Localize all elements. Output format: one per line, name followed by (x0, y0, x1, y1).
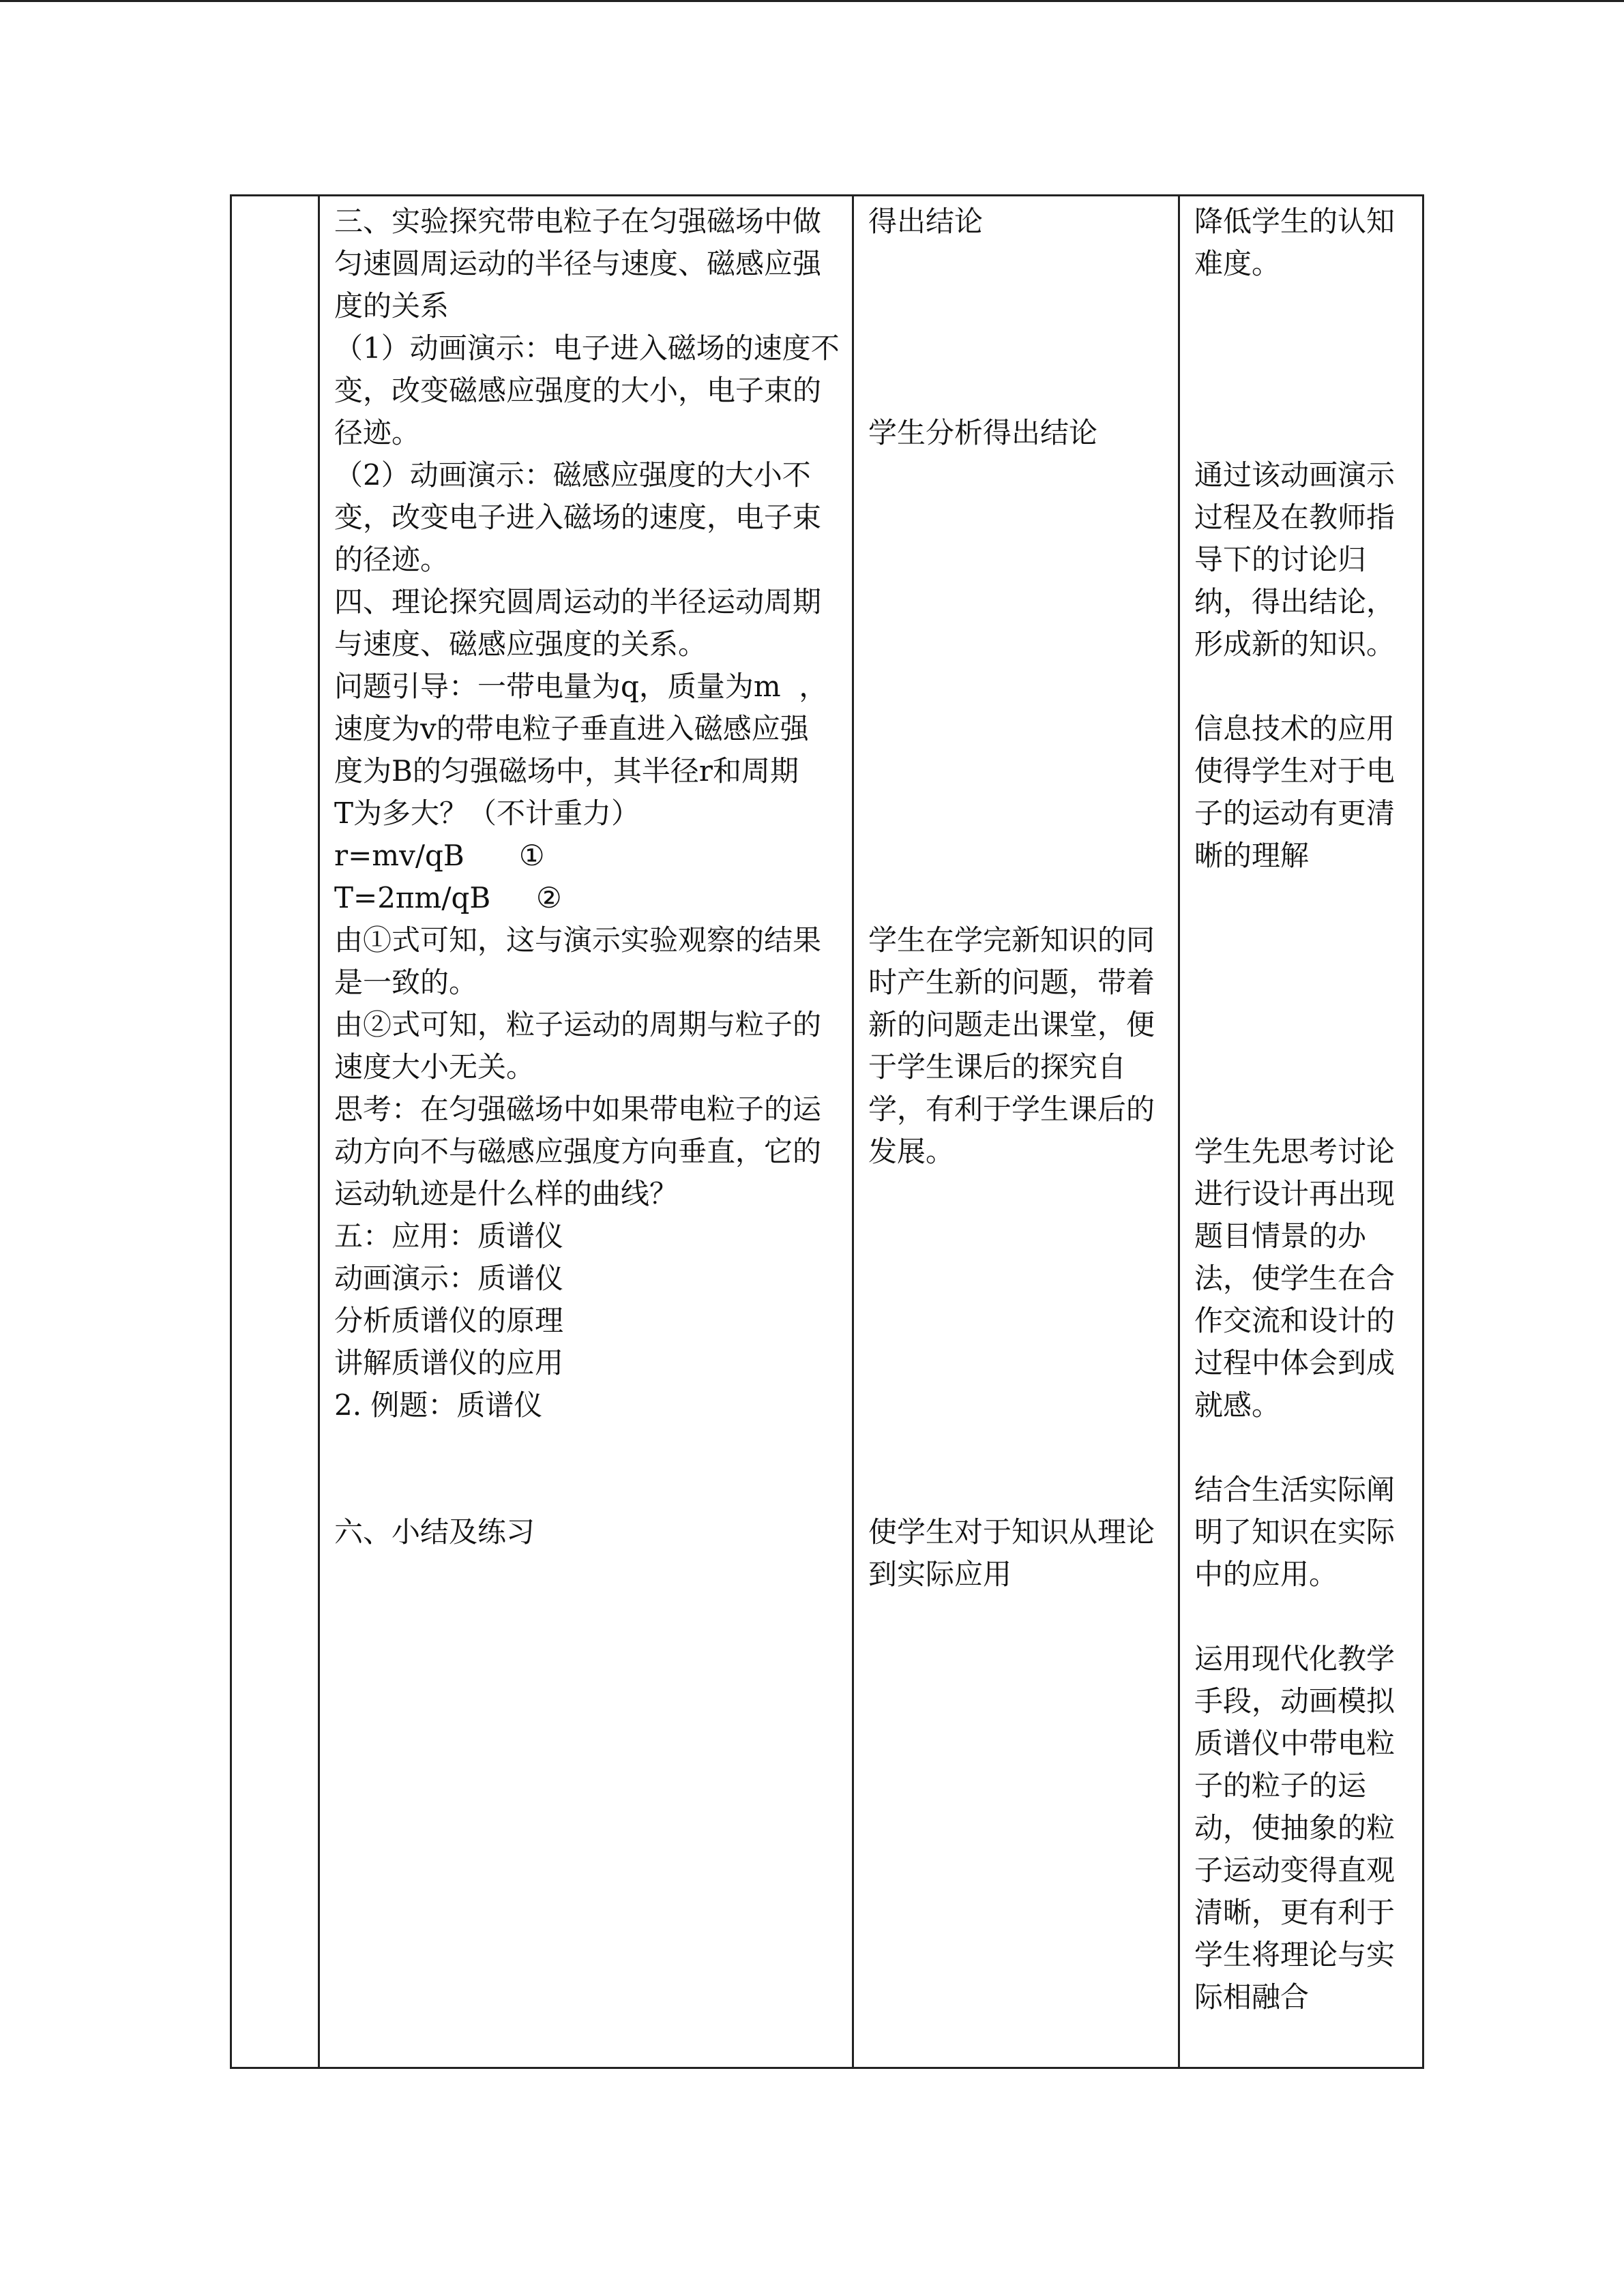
design-intent-line: 动，使抽象的粒 (1194, 1811, 1396, 1845)
design-intent-line: 过程中体会到成 (1194, 1346, 1396, 1380)
student-activity-line (868, 666, 1155, 708)
design-intent-line (1194, 1046, 1395, 1088)
design-intent-line: 纳，得出结论， (1194, 585, 1396, 618)
student-activity-line (868, 285, 1155, 327)
student-activity-line: 使学生对于知识从理论 (868, 1515, 1155, 1549)
design-intent-line: 作交流和设计的 (1194, 1304, 1396, 1337)
table-column-divider-3 (1178, 194, 1180, 2069)
student-activity-line (868, 1173, 1155, 1215)
content-line: 动画演示：质谱仪 (334, 1262, 564, 1295)
student-activity-line (868, 1215, 1155, 1257)
content-line: 动方向不与磁感应强度方向垂直，它的 (334, 1135, 822, 1168)
design-intent-line: 结合生活实际阐 (1194, 1473, 1396, 1506)
student-activity-line: 学，有利于学生课后的 (868, 1092, 1155, 1126)
student-activity-line: 得出结论 (868, 205, 984, 238)
content-line: 变，改变电子进入磁场的速度，电子束 (334, 501, 822, 534)
student-activity-line (868, 539, 1155, 581)
page-top-border (0, 0, 1624, 2)
content-line: 匀速圆周运动的半径与速度、磁感应强 (334, 247, 822, 280)
design-intent-line (1194, 1088, 1395, 1131)
design-intent-line: 题目情景的办 (1194, 1219, 1367, 1253)
design-intent-line (1194, 666, 1395, 708)
student-activity-line: 于学生课后的探究自 (868, 1050, 1127, 1084)
design-intent-line (1194, 285, 1395, 327)
student-activity-line (868, 454, 1155, 496)
content-line: 是一致的。 (334, 966, 478, 999)
content-line: 速度为v的带电粒子垂直进入磁感应强 (334, 712, 809, 745)
table-column-divider-2 (852, 194, 854, 2069)
student-activity-line: 学生分析得出结论 (868, 416, 1098, 449)
student-activity-line: 新的问题走出课堂，便 (868, 1008, 1155, 1041)
design-intent-line (1194, 877, 1395, 919)
design-intent-line (1194, 919, 1395, 961)
design-intent-line (1194, 961, 1395, 1004)
student-activity-line (868, 1257, 1155, 1300)
teaching-content-column (334, 200, 840, 1553)
content-line: 变，改变磁感应强度的大小，电子束的 (334, 374, 822, 407)
design-intent-line: 中的应用。 (1194, 1557, 1338, 1591)
design-intent-line: 导下的讨论归 (1194, 543, 1367, 576)
design-intent-line: 学生将理论与实 (1194, 1938, 1396, 1971)
content-line: 径迹。 (334, 416, 421, 449)
student-activity-line (868, 1342, 1155, 1384)
content-line: 三、实验探究带电粒子在匀强磁场中做 (334, 205, 822, 238)
student-activity-line: 时产生新的问题，带着 (868, 966, 1155, 999)
design-intent-line (1194, 370, 1395, 412)
design-intent-line: 运用现代化教学 (1194, 1642, 1396, 1675)
student-activity-line: 发展。 (868, 1135, 955, 1168)
design-intent-line: 际相融合 (1194, 1980, 1310, 2014)
design-intent-line: 过程及在教师指 (1194, 501, 1396, 534)
content-line: T为多大？（不计重力） (334, 796, 640, 830)
content-line: （2）动画演示：磁感应强度的大小不 (334, 458, 811, 492)
student-activity-line (868, 496, 1155, 539)
content-line: r=mv/qB ① (334, 839, 545, 872)
design-intent-line: 难度。 (1194, 247, 1281, 280)
design-intent-line: 清晰，更有利于 (1194, 1896, 1396, 1929)
design-intent-line: 形成新的知识。 (1194, 627, 1396, 661)
content-line: 运动轨迹是什么样的曲线？ (334, 1177, 679, 1210)
design-intent-line: 降低学生的认知 (1194, 205, 1396, 238)
student-activity-line: 学生在学完新知识的同 (868, 923, 1155, 957)
student-activity-line (868, 835, 1155, 877)
design-intent-line: 子的粒子的运 (1194, 1769, 1367, 1802)
content-line: 由①式可知，这与演示实验观察的结果 (334, 923, 822, 957)
design-intent-line: 信息技术的应用 (1194, 712, 1396, 745)
content-line (334, 1469, 840, 1511)
content-line: 度为B的匀强磁场中，其半径r和周期 (334, 754, 799, 788)
student-activity-column (868, 200, 1155, 1596)
design-intent-line: 使得学生对于电 (1194, 754, 1396, 788)
design-intent-line: 手段，动画模拟 (1194, 1684, 1396, 1718)
content-line: 由②式可知，粒子运动的周期与粒子的 (334, 1008, 822, 1041)
content-line (334, 1427, 840, 1469)
content-line: 讲解质谱仪的应用 (334, 1346, 564, 1380)
student-activity-line (868, 792, 1155, 835)
design-intent-line (1194, 1596, 1395, 1638)
content-line: 度的关系 (334, 289, 449, 323)
student-activity-line (868, 708, 1155, 750)
student-activity-line (868, 750, 1155, 792)
content-line: 2. 例题：质谱仪 (334, 1388, 543, 1422)
student-activity-line (868, 623, 1155, 666)
content-line: 速度大小无关。 (334, 1050, 535, 1084)
design-intent-line: 进行设计再出现 (1194, 1177, 1396, 1210)
design-intent-line (1194, 1004, 1395, 1046)
content-line: T=2πm/qB ② (334, 881, 562, 914)
design-intent-line: 晰的理解 (1194, 839, 1310, 872)
content-line: （1）动画演示：电子进入磁场的速度不 (334, 331, 840, 365)
content-line: 五：应用：质谱仪 (334, 1219, 564, 1253)
content-line: 思考：在匀强磁场中如果带电粒子的运 (334, 1092, 822, 1126)
design-intent-column (1194, 200, 1395, 2018)
design-intent-line (1194, 412, 1395, 454)
student-activity-line (868, 1384, 1155, 1427)
content-line: 分析质谱仪的原理 (334, 1304, 564, 1337)
content-line: 四、理论探究圆周运动的半径运动周期 (334, 585, 822, 618)
student-activity-line (868, 877, 1155, 919)
design-intent-line: 法，使学生在合 (1194, 1262, 1396, 1295)
design-intent-line: 子运动变得直观 (1194, 1853, 1396, 1887)
design-intent-line (1194, 1427, 1395, 1469)
design-intent-line: 通过该动画演示 (1194, 458, 1396, 492)
student-activity-line (868, 327, 1155, 370)
student-activity-line (868, 1427, 1155, 1469)
content-line: 六、小结及练习 (334, 1515, 535, 1549)
student-activity-line (868, 581, 1155, 623)
student-activity-line (868, 1469, 1155, 1511)
table-column-divider-1 (318, 194, 320, 2069)
content-line: 的径迹。 (334, 543, 449, 576)
design-intent-line (1194, 327, 1395, 370)
content-line: 问题引导：一带电量为q，质量为m ， (334, 670, 828, 703)
student-activity-line (868, 370, 1155, 412)
design-intent-line: 学生先思考讨论 (1194, 1135, 1396, 1168)
design-intent-line: 就感。 (1194, 1388, 1281, 1422)
student-activity-line (868, 1300, 1155, 1342)
content-line: 与速度、磁感应强度的关系。 (334, 627, 707, 661)
student-activity-line: 到实际应用 (868, 1557, 1012, 1591)
design-intent-line: 明了知识在实际 (1194, 1515, 1396, 1549)
design-intent-line: 质谱仪中带电粒 (1194, 1727, 1396, 1760)
student-activity-line (868, 243, 1155, 285)
design-intent-line: 子的运动有更清 (1194, 796, 1396, 830)
